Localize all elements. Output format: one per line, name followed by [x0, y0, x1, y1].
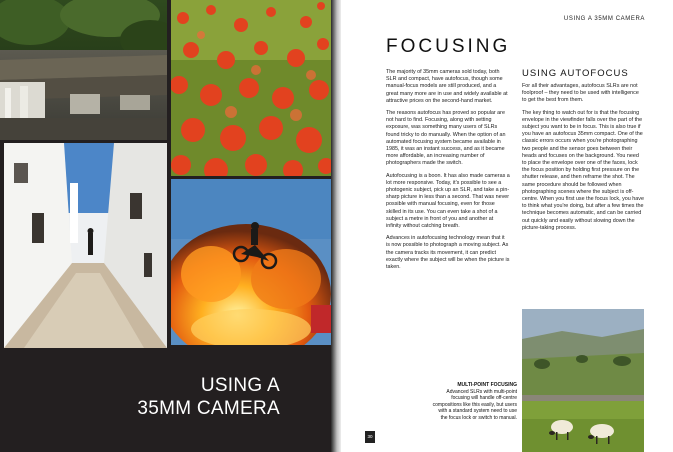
poppies-photo: [171, 0, 331, 176]
body-column-1: [386, 69, 510, 276]
left-page-title: [120, 374, 280, 420]
street-photo: [4, 143, 167, 348]
paragraph: The majority of 35mm cameras sold today, both SLR and compact, have autofocus, though some manual-focus models are still produced, and a great many more are in use and widely available at attractive prices on the second-hand market.: [386, 69, 508, 104]
caption-title: MULTI-POINT FOCUSING: [457, 382, 517, 388]
left-page: [0, 0, 331, 452]
waterfall-photo: [0, 0, 167, 140]
paragraph: The key thing to watch out for is that the focusing envelope in the viewfinder falls over the part of the subject you want to be in focus. This is also true if you have an autofocus 35mm compact. One of the classic errors occurs when you're photographing two people and the sensor goes between their heads and focuses on the background. You need to place the envelope over one of the faces, lock the focus position by holding first pressure on the shutter release, and then reframe the shot. The same procedure should be followed when photographing scenes where the subject is off-centre. When you first use the focus lock, you have to think what you're doing, but after a few times the technique becomes automatic, and can be carried out quickly and easily without slowing down the picture-taking process.: [522, 109, 644, 231]
section-title: FOCUSING: [386, 36, 511, 57]
book-spine: [331, 0, 341, 452]
page-number: 30: [363, 431, 375, 443]
paragraph: For all their advantages, autofocus SLRs are not foolproof – they need to be used with intelligence to get the best from them.: [522, 83, 639, 104]
running-header: USING A 35MM CAMERA: [563, 16, 645, 22]
paragraph: Autofocusing is a boon. It has also made cameras a lot more responsive. Today, it's possible to see a photogenic subject, pick up an SLR, and take a pin-sharp picture in less than a second. That was never possible with manual focusing, even for those skilled in its use. You can even take a shot of a subject a metre in front of you and another at infinity without catching breath.: [386, 172, 510, 230]
caption-text: Advanced SLRs with multi-point focusing will handle off-centre compositions like this easily, but users with a standard system need to use the focus lock or switch to manual.: [432, 388, 517, 421]
sheep-photo: [522, 309, 644, 452]
explosion-photo: [171, 179, 331, 345]
left-title-line2: 35MM CAMERA: [137, 398, 280, 419]
paragraph: Advances in autofocusing technology mean that it is now possible to photograph a moving subject. As the camera tracks its movement, it can predict exactly where the subject will be when the picture is taken.: [386, 235, 510, 271]
photo-caption: [431, 382, 517, 421]
subheading: USING AUTOFOCUS: [522, 68, 629, 79]
left-title-line1: USING A: [200, 375, 280, 396]
paragraph: The reasons autofocus has proved so popular are not hard to find. Focusing, along with setting exposure, was something many users of SLRs found tricky to do manually. When the option of an automated focusing system became available in 1985, it was an instant success, and as it became more affordable, an increasing number of photographers made the switch.: [386, 110, 506, 167]
right-page: [341, 0, 673, 452]
body-column-2: [522, 83, 644, 237]
